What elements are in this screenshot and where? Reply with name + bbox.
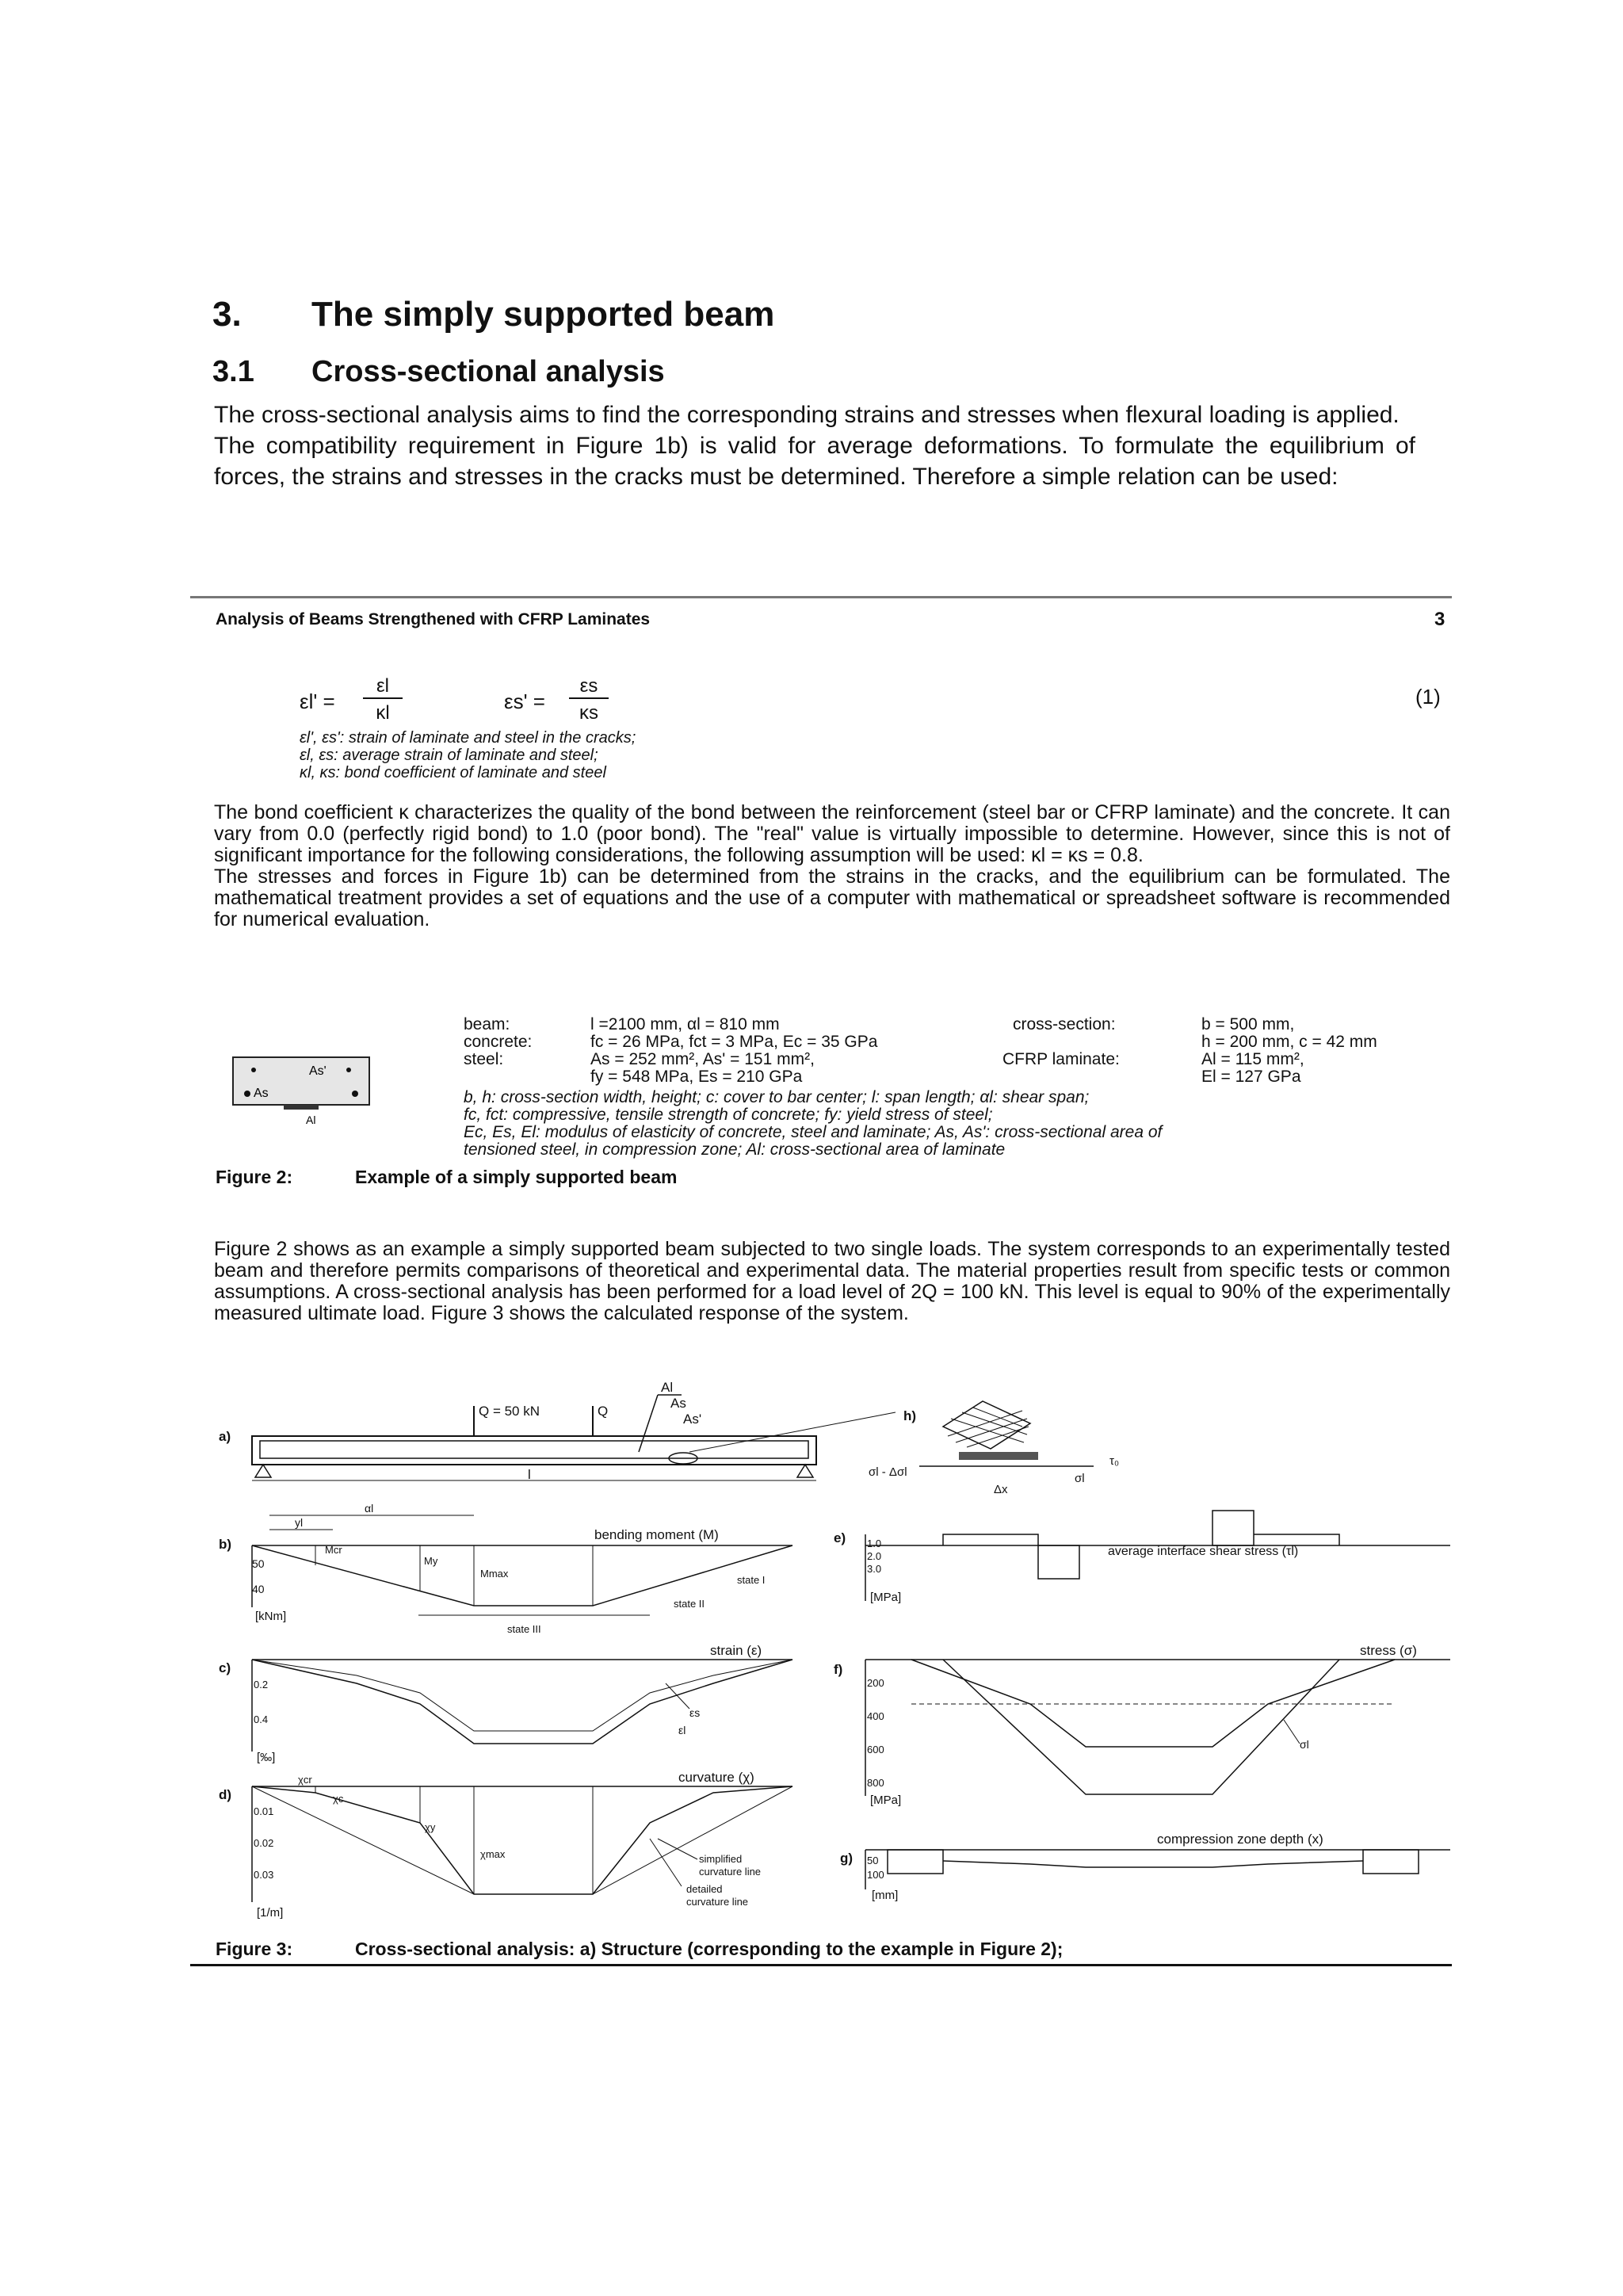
subsection-title: Cross-sectional analysis <box>311 355 665 388</box>
fig2-label-beam: beam: <box>464 1015 510 1033</box>
page-number: 3 <box>1434 609 1445 630</box>
eq-legend-2: εl, εs: average strain of laminate and steel; <box>300 747 598 764</box>
fig2-caption-text: Example of a simply supported beam <box>355 1167 678 1187</box>
as2-label-a: As' <box>683 1412 702 1427</box>
h-right-label: σl <box>1075 1472 1085 1485</box>
al-label-a: Al <box>661 1380 674 1395</box>
eq-num-2: εs <box>569 675 609 699</box>
e-title: average interface shear stress (τl) <box>1108 1545 1299 1558</box>
d-xcr: χcr <box>298 1774 312 1786</box>
b-tick-2: 40 <box>252 1583 265 1595</box>
panel-d-label: d) <box>219 1787 232 1802</box>
b-mmax: Mmax <box>480 1568 509 1580</box>
fig2-value-cfrp-1: Al = 115 mm², <box>1201 1050 1304 1068</box>
e-tick-1: 1.0 <box>867 1538 882 1549</box>
figure3-intro-text: Figure 2 shows as an example a simply supported beam subjected to two single loads. The system corresponds to an experimentally tested beam and therefore permits comparisons of theoretical and experimental data. The material properties result from specific tests or common assumptions. A cross-sectional analysis has been performed for a load level of 2Q = 100 kN. This level is equal to 90% of the experimentally measured ultimate load. Figure 3 shows the calculated response of the system. <box>214 1238 1450 1324</box>
fig2-value-concrete: fc = 26 MPa, fct = 3 MPa, Ec = 35 GPa <box>590 1033 878 1051</box>
c-es: εs <box>689 1706 701 1719</box>
fig2-value-cs-2: h = 200 mm, c = 42 mm <box>1201 1033 1377 1051</box>
eq-legend-3: κl, κs: bond coefficient of laminate and steel <box>300 764 606 781</box>
e-unit: [MPa] <box>870 1591 902 1604</box>
fig2-label-cross-section: cross-section: <box>1013 1015 1116 1033</box>
fig2-value-steel-1: As = 252 mm², As' = 151 mm², <box>590 1050 815 1068</box>
panel-c-strain <box>219 1643 792 1764</box>
running-header-title: Analysis of Beams Strengthened with CFRP Laminates <box>216 610 651 628</box>
fig2-note-3: Ec, Es, El: modulus of elasticity of concrete, steel and laminate; As, As': cross-sectional area of <box>464 1123 1163 1141</box>
d-detailed-1: detailed <box>686 1883 723 1895</box>
panel-b-label: b) <box>219 1537 232 1552</box>
g-tick-2: 100 <box>867 1869 884 1881</box>
b-tick-1: 50 <box>252 1557 265 1570</box>
c-tick-2: 0.4 <box>254 1713 269 1725</box>
b-state2: state II <box>674 1598 705 1610</box>
eq-den-1: κl <box>376 702 390 724</box>
f-tick-2: 400 <box>867 1710 884 1722</box>
d-tick-2: 0.02 <box>254 1837 274 1849</box>
h-left-label: σl - Δσl <box>869 1465 907 1479</box>
panel-f-label: f) <box>834 1662 843 1677</box>
f-tick-1: 200 <box>867 1677 884 1689</box>
span-label: l <box>528 1467 531 1482</box>
eq-den-2: κs <box>579 702 598 724</box>
fig2-note-1: b, h: cross-section width, height; c: cover to bar center; l: span length; αl: shear span; <box>464 1088 1090 1106</box>
d-tick-1: 0.01 <box>254 1805 274 1817</box>
al-label: Al <box>306 1114 316 1125</box>
fig2-value-cs-1: b = 500 mm, <box>1201 1015 1295 1033</box>
c-unit: [‰] <box>257 1751 276 1764</box>
fig2-label-cfrp: CFRP laminate: <box>1002 1050 1120 1068</box>
footer-rule <box>190 1964 1452 1966</box>
fig3-caption-label: Figure 3: <box>216 1939 293 1959</box>
d-xmax: χmax <box>480 1848 506 1860</box>
eq-legend-1: εl', εs': strain of laminate and steel in the cracks; <box>300 729 636 747</box>
section-number: 3. <box>212 295 242 334</box>
d-tick-3: 0.03 <box>254 1869 274 1881</box>
g-unit: [mm] <box>872 1889 899 1902</box>
e-tick-2: 2.0 <box>867 1550 882 1562</box>
b-unit: [kNm] <box>255 1610 287 1623</box>
f-tick-4: 800 <box>867 1777 884 1789</box>
b-mcr: Mcr <box>325 1544 342 1556</box>
fig2-label-steel: steel: <box>464 1050 504 1068</box>
eq-lhs-1: εl' = <box>300 690 335 713</box>
b-state1: state I <box>737 1574 766 1586</box>
b-state3: state III <box>507 1623 541 1635</box>
panel-e-shear <box>834 1511 1450 1604</box>
fig2-value-steel-2: fy = 548 MPa, Es = 210 GPa <box>590 1068 803 1086</box>
f-unit: [MPa] <box>870 1794 902 1807</box>
e-tick-3: 3.0 <box>867 1563 882 1575</box>
as-top-label: As' <box>309 1064 327 1078</box>
load2-label: Q <box>598 1404 609 1419</box>
panel-a-structure <box>219 1380 896 1482</box>
fig2-note-2: fc, fct: compressive, tensile strength of concrete; fy: yield stress of steel; <box>464 1106 993 1124</box>
panel-e-label: e) <box>834 1530 846 1545</box>
load1-label: Q = 50 kN <box>479 1404 540 1419</box>
bond-paragraph-2: The stresses and forces in Figure 1b) can be determined from the strains in the cracks, and the equilibrium can be formulated. The mathematical treatment provides a set of equations and the use of a computer with mathematical or spreadsheet software is recommended for numerical evaluation. <box>214 865 1450 930</box>
panel-h-detail <box>869 1401 1119 1496</box>
fig2-value-cfrp-2: El = 127 GPa <box>1201 1068 1301 1086</box>
c-title: strain (ε) <box>710 1643 762 1658</box>
as-bot-label: As <box>254 1087 269 1100</box>
fig2-value-beam: l =2100 mm, αl = 810 mm <box>590 1015 780 1033</box>
panel-f-stress <box>834 1643 1450 1807</box>
bond-paragraph-1: The bond coefficient κ characterizes the quality of the bond between the reinforcement (steel bar or CFRP laminate) and the concrete. It can vary from 0.0 (perfectly rigid bond) to 1.0 (poor bond). The "real" value is virtually impossible to determine. However, since this is not of significant importance for the following considerations, the following assumption will be used: κl = κs = 0.8. <box>214 801 1450 866</box>
d-xy: χy <box>425 1821 436 1833</box>
fig2-note-4: tensioned steel, in compression zone; Al: cross-sectional area of laminate <box>464 1140 1006 1159</box>
d-simplified-2: curvature line <box>699 1866 762 1878</box>
b-my: My <box>424 1555 438 1567</box>
h-tau-label: τ₀ <box>1109 1454 1120 1468</box>
g-title: compression zone depth (x) <box>1157 1832 1323 1847</box>
b-al: αl <box>365 1502 374 1515</box>
intro-paragraph-1: The cross-sectional analysis aims to find the corresponding strains and stresses when flexural loading is applied. <box>214 402 1400 428</box>
c-el: εl <box>678 1724 686 1736</box>
b-title: bending moment (M) <box>594 1527 719 1542</box>
fig3-caption-text: Cross-sectional analysis: a) Structure (corresponding to the example in Figure 2); <box>355 1939 1064 1959</box>
panel-c-label: c) <box>219 1660 231 1675</box>
section-title: The simply supported beam <box>311 295 775 334</box>
d-simplified-1: simplified <box>699 1853 743 1865</box>
eq-lhs-2: εs' = <box>504 690 545 713</box>
b-yl: yl <box>295 1516 304 1529</box>
panel-a-label: a) <box>219 1429 231 1444</box>
d-title: curvature (χ) <box>678 1770 754 1785</box>
panel-b-moment <box>219 1502 792 1635</box>
f-sl: σl <box>1300 1738 1309 1751</box>
eq-number: (1) <box>1415 685 1441 709</box>
d-unit: [1/m] <box>257 1906 284 1920</box>
panel-g-compression <box>840 1832 1450 1902</box>
panel-g-label: g) <box>840 1851 854 1866</box>
d-xc: χc <box>333 1793 344 1805</box>
fig2-caption-label: Figure 2: <box>216 1167 293 1187</box>
h-dx-label: Δx <box>994 1483 1008 1496</box>
panel-d-curvature <box>219 1770 792 1920</box>
subsection-number: 3.1 <box>212 355 254 388</box>
panel-h-label: h) <box>903 1408 917 1423</box>
f-tick-3: 600 <box>867 1744 884 1755</box>
intro-paragraph-2: The compatibility requirement in Figure 1b) is valid for average deformations. To formulate the equilibrium of forces, the strains and stresses in the cracks must be determined. Therefore a simple relation can be used: <box>214 433 1415 490</box>
f-title: stress (σ) <box>1360 1643 1417 1658</box>
c-tick-1: 0.2 <box>254 1679 269 1690</box>
as-label-a: As <box>670 1396 686 1411</box>
fig2-label-concrete: concrete: <box>464 1033 533 1051</box>
g-tick-1: 50 <box>867 1855 879 1866</box>
eq-num-1: εl <box>363 675 403 699</box>
d-detailed-2: curvature line <box>686 1896 749 1908</box>
